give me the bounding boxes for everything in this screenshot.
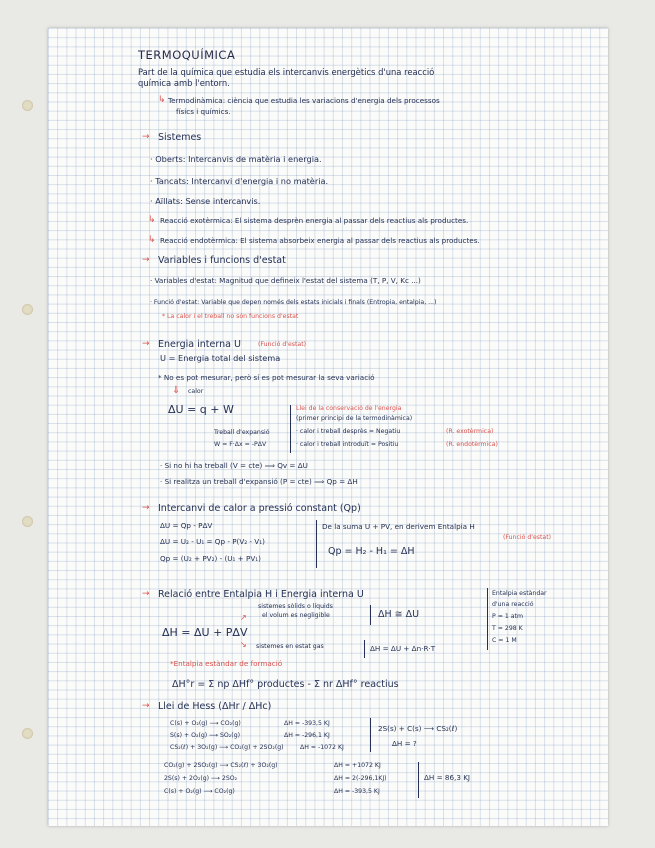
- down-arrow-icon: ⇓: [172, 385, 181, 396]
- hess-step-enthalpy: ΔH = 2(-296,1KJ): [334, 775, 387, 782]
- section-heading-energia: Energia interna U: [158, 339, 241, 350]
- intercanvi-eq1: ΔU = Qp - PΔV: [160, 521, 213, 530]
- section-heading-intercanvi: Intercanvi de calor a pressió constant (Qp): [158, 503, 361, 514]
- hess-step: 2S(s) + 2O₂(g) ⟶ 2SO₂: [164, 775, 238, 782]
- intro-line: Part de la química que estudia els intercanvis energètics d'una reacció: [138, 67, 435, 77]
- hess-step-enthalpy: ΔH = +1072 KJ: [334, 762, 381, 769]
- binder-hole: [22, 100, 33, 111]
- arrow-icon: ↘: [240, 639, 247, 649]
- entalpia-funcio-estat: (Funció d'estat): [503, 534, 552, 541]
- case-pressio-constant: · Si realitza un treball d'expansió (P = cte) ⟹ Qp = ΔH: [160, 477, 358, 486]
- funcio-estat: · Funció d'estat: Variable que depen només dels estats inicials i finals (Entropia, entalpia, ...): [150, 299, 437, 306]
- formacio-heading: *Entalpia estàndar de formació: [170, 659, 283, 668]
- first-law-equation: ΔU = q + W: [168, 403, 234, 416]
- sistema-tancats: · Tancats: Intercanvi d'energia i no matèria.: [150, 176, 329, 186]
- rule-positiu: · calor i treball introduït = Positiu: [296, 441, 399, 448]
- hess-result: ΔH = 86,3 KJ: [424, 773, 471, 782]
- variables-estat: · Variables d'estat: Magnitud que defineix l'estat del sistema (T, P, V, Kc ...): [150, 276, 421, 285]
- hess-enthalpy: ΔH = -296,1 KJ: [284, 732, 330, 739]
- arrow-icon: →: [142, 339, 150, 349]
- binder-hole: [22, 304, 33, 315]
- energia-def: U = Energia total del sistema: [160, 353, 281, 363]
- termodinamica-line: físics i químics.: [176, 107, 231, 116]
- relacio-equation: ΔH = ΔU + PΔV: [162, 626, 248, 639]
- case-volum-constant: · Si no hi ha treball (V = cte) ⟹ Qv = ΔU: [160, 461, 308, 470]
- volum-negligible: el volum es negligible: [262, 612, 330, 619]
- note-calor-treball: * La calor i el treball no són funcions d'estat: [162, 313, 299, 320]
- entalpia-equation: Qp = H₂ - H₁ = ΔH: [328, 546, 415, 557]
- intercanvi-eq3: Qp = (U₂ + PV₂) - (U₁ + PV₁): [160, 554, 261, 563]
- standard-box-line: C = 1 M: [492, 637, 517, 644]
- hess-reaction: S(s) + O₂(g) ⟶ SO₂(g): [170, 732, 241, 739]
- hess-step-enthalpy: ΔH = -393,5 KJ: [334, 788, 380, 795]
- hess-reaction: C(s) + O₂(g) ⟶ CO₂(g): [170, 720, 241, 727]
- binder-hole: [22, 728, 33, 739]
- arrow-icon: ↗: [240, 612, 247, 622]
- rule-negatiu: · calor i treball desprès = Negatiu: [296, 428, 401, 435]
- arrow-icon: →: [142, 701, 150, 711]
- section-heading-variables: Variables i funcions d'estat: [158, 255, 286, 266]
- page-title: TERMOQUÍMICA: [138, 48, 236, 62]
- sistema-oberts: · Oberts: Intercanvis de matèria i energia.: [150, 154, 322, 164]
- reaccio-endotermica: Reacció endotèrmica: El sistema absorbeix energia al passar dels reactius als productes.: [160, 236, 480, 245]
- binder-hole: [22, 516, 33, 527]
- solids-liquids: sistemes sòlids o líquids: [258, 603, 333, 610]
- primer-principi: (primer principi de la termodinàmica): [296, 415, 413, 422]
- section-heading-sistemes: Sistemes: [158, 132, 202, 143]
- arrow-icon: ↳: [148, 215, 156, 225]
- hess-enthalpy: ΔH = -1072 KJ: [300, 744, 344, 751]
- standard-box-line: P = 1 atm: [492, 613, 523, 620]
- intercanvi-eq2: ΔU = U₂ - U₁ = Qp - P(V₂ - V₁): [160, 537, 265, 546]
- arrow-icon: ↳: [158, 95, 166, 105]
- hess-reaction: CS₂(ℓ) + 3O₂(g) ⟶ CO₂(g) + 2SO₂(g): [170, 744, 284, 751]
- arrow-icon: →: [142, 132, 150, 142]
- hess-target-question: ΔH = ?: [392, 739, 417, 748]
- section-heading-relacio: Relació entre Entalpia H i Energia interna U: [158, 589, 364, 600]
- arrow-icon: →: [142, 255, 150, 265]
- hess-step: C(s) + O₂(g) ⟶ CO₂(g): [164, 788, 235, 795]
- reaccio-exotermica: Reacció exotèrmica: El sistema desprèn energia al passar dels reactius als productes.: [160, 216, 469, 225]
- result-solids: ΔH ≅ ΔU: [378, 609, 420, 620]
- sistema-aillats: · Aïllats: Sense intercanvis.: [150, 196, 261, 206]
- hess-target: 2S(s) + C(s) ⟶ CS₂(ℓ): [378, 724, 458, 733]
- section-heading-hess: Llei de Hess (ΔHr / ΔHc): [158, 701, 272, 712]
- treball-equation: W = F·Δx = -PΔV: [214, 441, 267, 448]
- intro-line: química amb l'entorn.: [138, 78, 230, 88]
- label-treball-expansio: Treball d'expansió: [214, 429, 270, 436]
- standard-box-line: T = 298 K: [492, 625, 523, 632]
- arrow-icon: →: [142, 503, 150, 513]
- notebook-page: [48, 28, 608, 826]
- estat-gas: sistemes en estat gas: [256, 643, 324, 650]
- arrow-icon: ↳: [148, 235, 156, 245]
- hess-step: CO₂(g) + 2SO₂(g) ⟶ CS₂(ℓ) + 3O₂(g): [164, 762, 278, 769]
- arrow-icon: →: [142, 589, 150, 599]
- llei-conservacio: Llei de la conservació de l'energia: [296, 405, 402, 412]
- termodinamica-line: Termodinàmica: ciència que estudia les variacions d'energia dels processos: [168, 96, 440, 105]
- label-calor: calor: [188, 388, 204, 395]
- standard-box-line: Entalpia estàndar: [492, 590, 547, 597]
- exotermica-tag: (R. exotèrmica): [446, 428, 494, 435]
- standard-box-line: d'una reacció: [492, 601, 534, 608]
- formacio-equation: ΔH°r = Σ np ΔHf° productes - Σ nr ΔHf° reactius: [172, 679, 399, 690]
- energia-note: * No es pot mesurar, però sí es pot mesurar la seva variació: [158, 373, 375, 382]
- hess-enthalpy: ΔH = -393,5 KJ: [284, 720, 330, 727]
- entalpia-def: De la suma U + PV, en derivem Entalpia H: [322, 522, 475, 531]
- endotermica-tag: (R. endotèrmica): [446, 441, 498, 448]
- funcio-estat-tag: (Funció d'estat): [258, 341, 307, 348]
- result-gas: ΔH = ΔU + Δn·R·T: [370, 644, 436, 653]
